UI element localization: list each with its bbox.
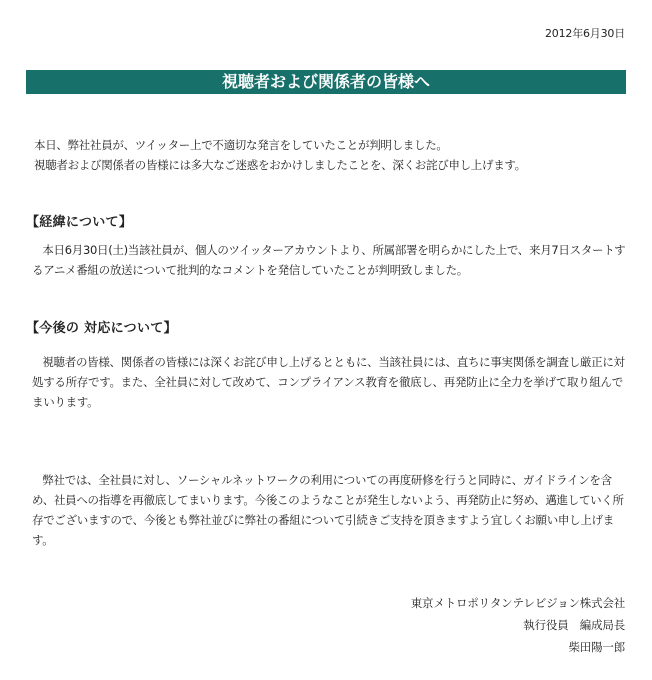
signature-name: 柴田陽一郎: [568, 640, 625, 654]
intro-paragraph: [34, 135, 628, 175]
date-label: 2012年6月30日: [545, 27, 625, 40]
intro-line-1: 本日、弊社社員が、ツイッター上で不適切な発言をしていたことが判明しました。: [34, 138, 448, 152]
intro-line-2: 視聴者および関係者の皆様には多大なご迷惑をおかけしましたことを、深くお詫び申し上げます。: [34, 158, 526, 172]
section-heading-background: 【経緯について】: [26, 215, 133, 230]
section-body-response: 視聴者の皆様、関係者の皆様には深くお詫び申し上げるとともに、当該社員には、直ちに事実関係を調査し厳正に対処する所存です。また、全社員に対して改めて、コンプライアンス教育を徹底し、再発防止に全力を挙げて取り組んでまいります。: [32, 355, 625, 409]
page-title: 視聴者および関係者の皆様へ: [26, 70, 626, 94]
signature-company: 東京メトロポリタンテレビジョン株式会社: [410, 596, 625, 610]
closing-paragraph: 弊社では、全社員に対し、ソーシャルネットワークの利用についての再度研修を行うと同時に、ガイドラインを含め、社員への指導を再徹底してまいります。今後このようなことが発生しないよう、再発防止に努め、邁進していく所存でございますので、今後とも弊社並びに弊社の番組について引続きご支持を頂きますよう宜しくお願い申し上げます。: [32, 473, 624, 547]
section-heading-response: 【今後の 対応について】: [26, 321, 177, 336]
signature-block: [411, 592, 625, 658]
section-body-background: 本日6月30日(土)当該社員が、個人のツイッターアカウントより、所属部署を明らかにした上で、来月7日スタートするアニメ番組の放送について批判的なコメントを発信していたことが判明致しました。: [32, 243, 626, 277]
signature-position: 執行役員 編成局長: [523, 618, 625, 632]
